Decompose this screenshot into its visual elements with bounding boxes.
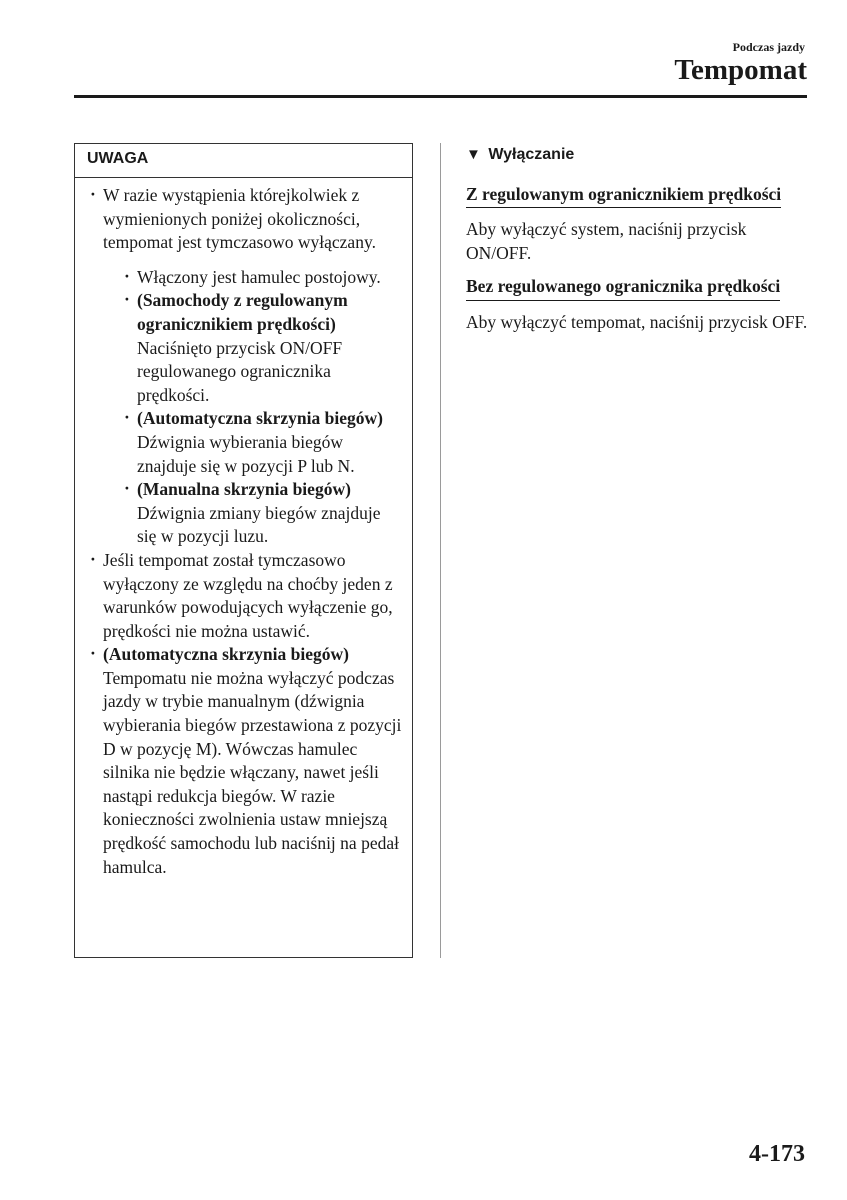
column-divider (440, 143, 441, 958)
caution-body (75, 178, 412, 879)
condition-heading: (Manualna skrzynia biegów) (137, 479, 351, 500)
caution-item (87, 549, 402, 643)
section-heading-text: Wyłączanie (488, 146, 575, 163)
condition-text: Włączony jest hamulec postojowy. (137, 266, 381, 287)
case-block (466, 183, 811, 266)
section-heading (466, 143, 811, 167)
condition-heading: (Samochody z regulowanym ogranicznikiem prędkości) (137, 290, 348, 334)
case-block (466, 275, 811, 334)
caution-item-text: Tempomatu nie można wyłączyć podczas jazdy w trybie manualnym (dźwignia wybierania biegów przestawiona z pozycji D w pozycję M). Wówczas hamulec silnika nie będzie włączany, nawet jeśli nastąpi redukcja biegów. W razie konieczności zwolnienia ustaw mniejszą prędkość samochodu lub naciśnij na pedał hamulca. (103, 667, 402, 877)
condition-item (121, 289, 402, 407)
section-label: Podczas jazdy (732, 40, 805, 54)
caution-item-heading: (Automatyczna skrzynia biegów) (103, 644, 349, 665)
condition-item (121, 266, 402, 290)
caution-box (74, 143, 413, 958)
condition-text: Dźwignia zmiany biegów znajduje się w pozycji luzu. (137, 502, 381, 547)
caution-item (87, 643, 402, 879)
caution-title: UWAGA (75, 144, 412, 178)
condition-text: Naciśnięto przycisk ON/OFF regulowanego ogranicznika prędkości. (137, 337, 343, 405)
right-column (466, 143, 811, 335)
case-text: Aby wyłączyć system, naciśnij przycisk ON/OFF. (466, 219, 747, 263)
page-number: 4-173 (749, 1141, 805, 1167)
case-heading: Bez regulowanego ogranicznika prędkości (466, 275, 780, 301)
condition-list (121, 266, 402, 549)
case-text: Aby wyłączyć tempomat, naciśnij przycisk OFF. (466, 311, 808, 332)
condition-item (121, 478, 402, 549)
header-rule (74, 95, 807, 98)
caution-item-text: W razie wystąpienia którejkolwiek z wymienionych poniżej okoliczności, tempomat jest tymczasowo wyłączany. (103, 185, 376, 253)
caution-item-text: Jeśli tempomat został tymczasowo wyłączony ze względu na choćby jeden z warunków powodujących wyłączenie go, prędkości nie można ustawić. (103, 549, 393, 641)
triangle-marker-icon: ▼ (466, 146, 481, 163)
condition-text: Dźwignia wybierania biegów znajduje się w pozycji P lub N. (137, 431, 355, 476)
condition-heading: (Automatyczna skrzynia biegów) (137, 408, 383, 429)
page-title: Tempomat (674, 54, 807, 86)
caution-item (87, 184, 402, 549)
condition-item (121, 407, 402, 478)
case-heading: Z regulowanym ogranicznikiem prędkości (466, 183, 781, 209)
